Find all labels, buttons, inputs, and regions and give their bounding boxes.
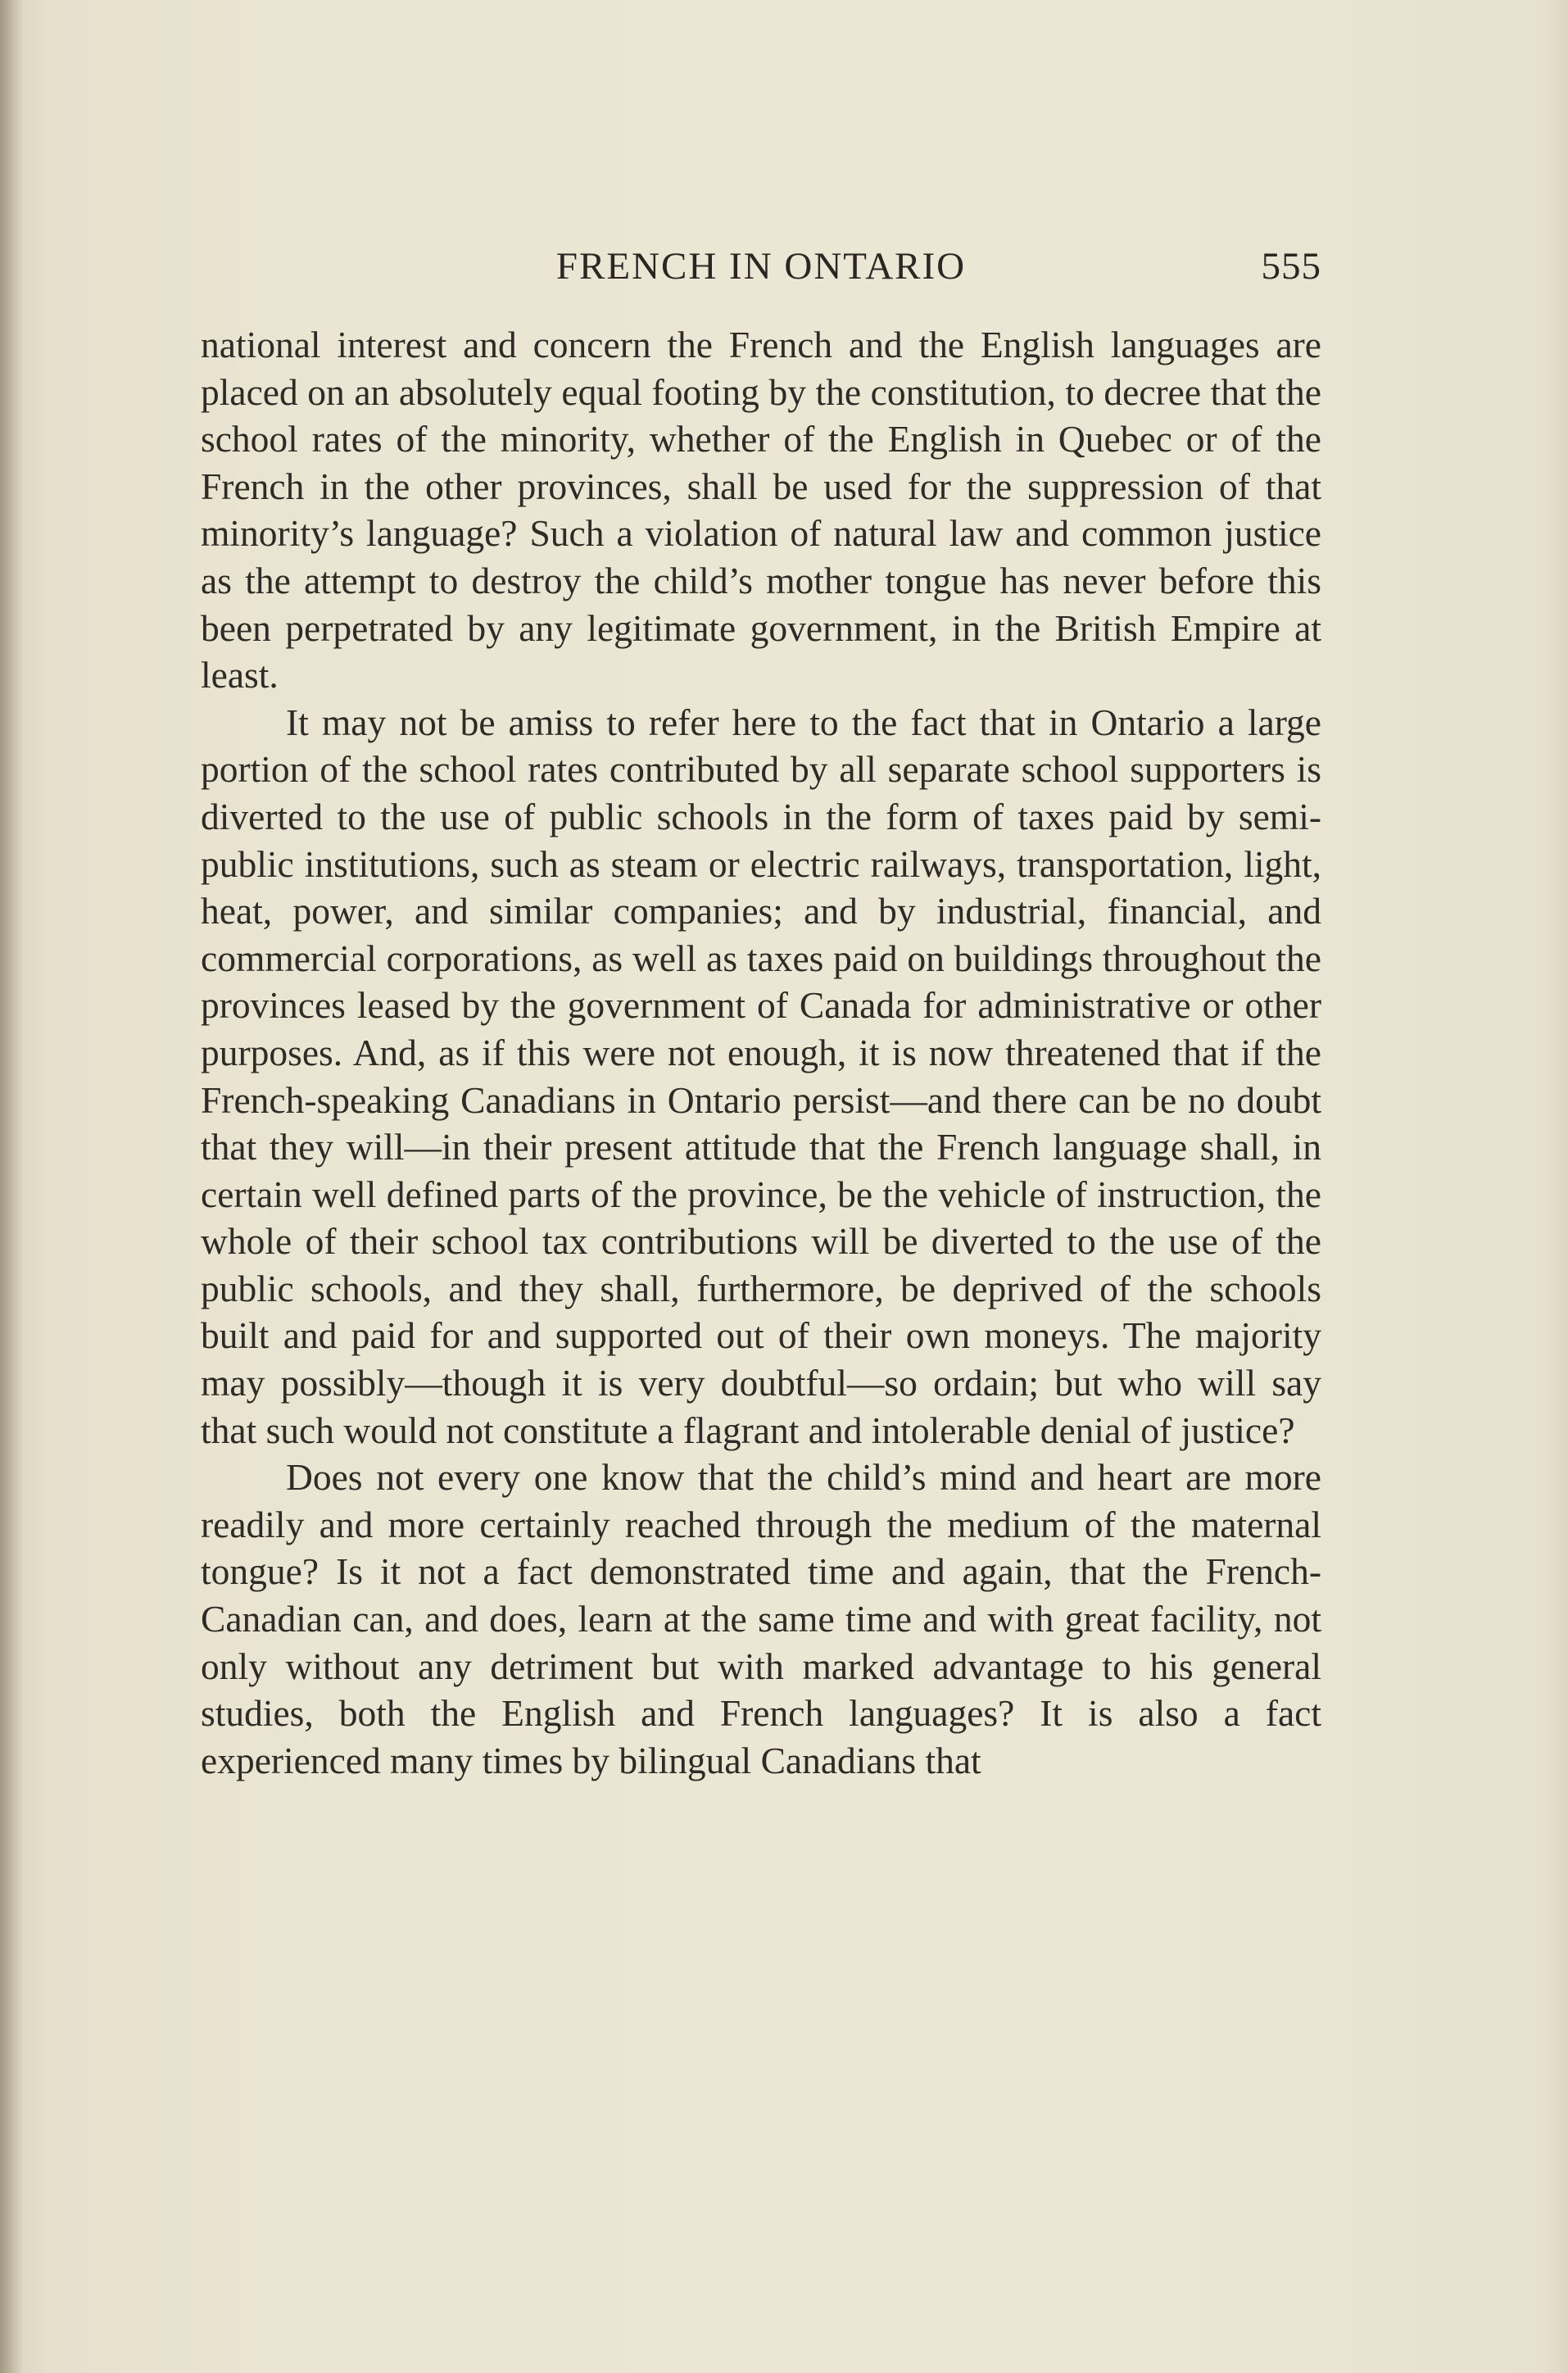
body-text: [201, 321, 1321, 1784]
page-header: [201, 244, 1321, 297]
paragraph-school-rates: It may not be amiss to refer here to the fact that in Ontario a large portion of the school rates contributed by all separate school supporters is diverted to the use of public schools in the form of taxes paid by semi-public institutions, such as steam or electric railways, transportation, light, heat, power, and similar companies; and by industrial, financial, and commercial corporations, as well as taxes paid on buildings throughout the provinces leased by the government of Canada for administrative or other purposes. And, as if this were not enough, it is now threatened that if the French-speaking Canadians in Ontario persist—and there can be no doubt that they will—in their present attitude that the French language shall, in certain well defined parts of the province, be the vehicle of instruction, the whole of their school tax contributions will be diverted to the use of the public schools, and they shall, furthermore, be deprived of the schools built and paid for and supported out of their own moneys. The majority may possibly—though it is very doubtful—so ordain; but who will say that such would not constitute a flagrant and intolerable denial of justice?: [201, 701, 1321, 1451]
running-title: FRENCH IN ONTARIO: [555, 245, 967, 288]
paragraph-maternal-tongue: Does not every one know that the child’s mind and heart are more readily and more certainly reached through the medium of the maternal tongue? Is it not a fact demonstrated time and again, that the French-Canadian can, and does, learn at the same time and with great facility, not only without any detriment but with marked advantage to his general studies, both the English and French languages? It is also a fact experienced many times by bilingual Canadians that: [201, 1456, 1321, 1781]
paragraph-continuation: national interest and concern the French and the English languages are placed on an absolutely equal footing by the constitution, to decree that the school rates of the minority, whether of the English in Quebec or of the French in the other provinces, shall be used for the suppression of that minority’s language? Such a violation of natural law and common justice as the attempt to destroy the child’s mother tongue has never before this been perpetrated by any legitimate government, in the British Empire at least.: [201, 324, 1321, 696]
page-gutter-shadow: [0, 0, 23, 2373]
page-number: 555: [1261, 245, 1321, 288]
